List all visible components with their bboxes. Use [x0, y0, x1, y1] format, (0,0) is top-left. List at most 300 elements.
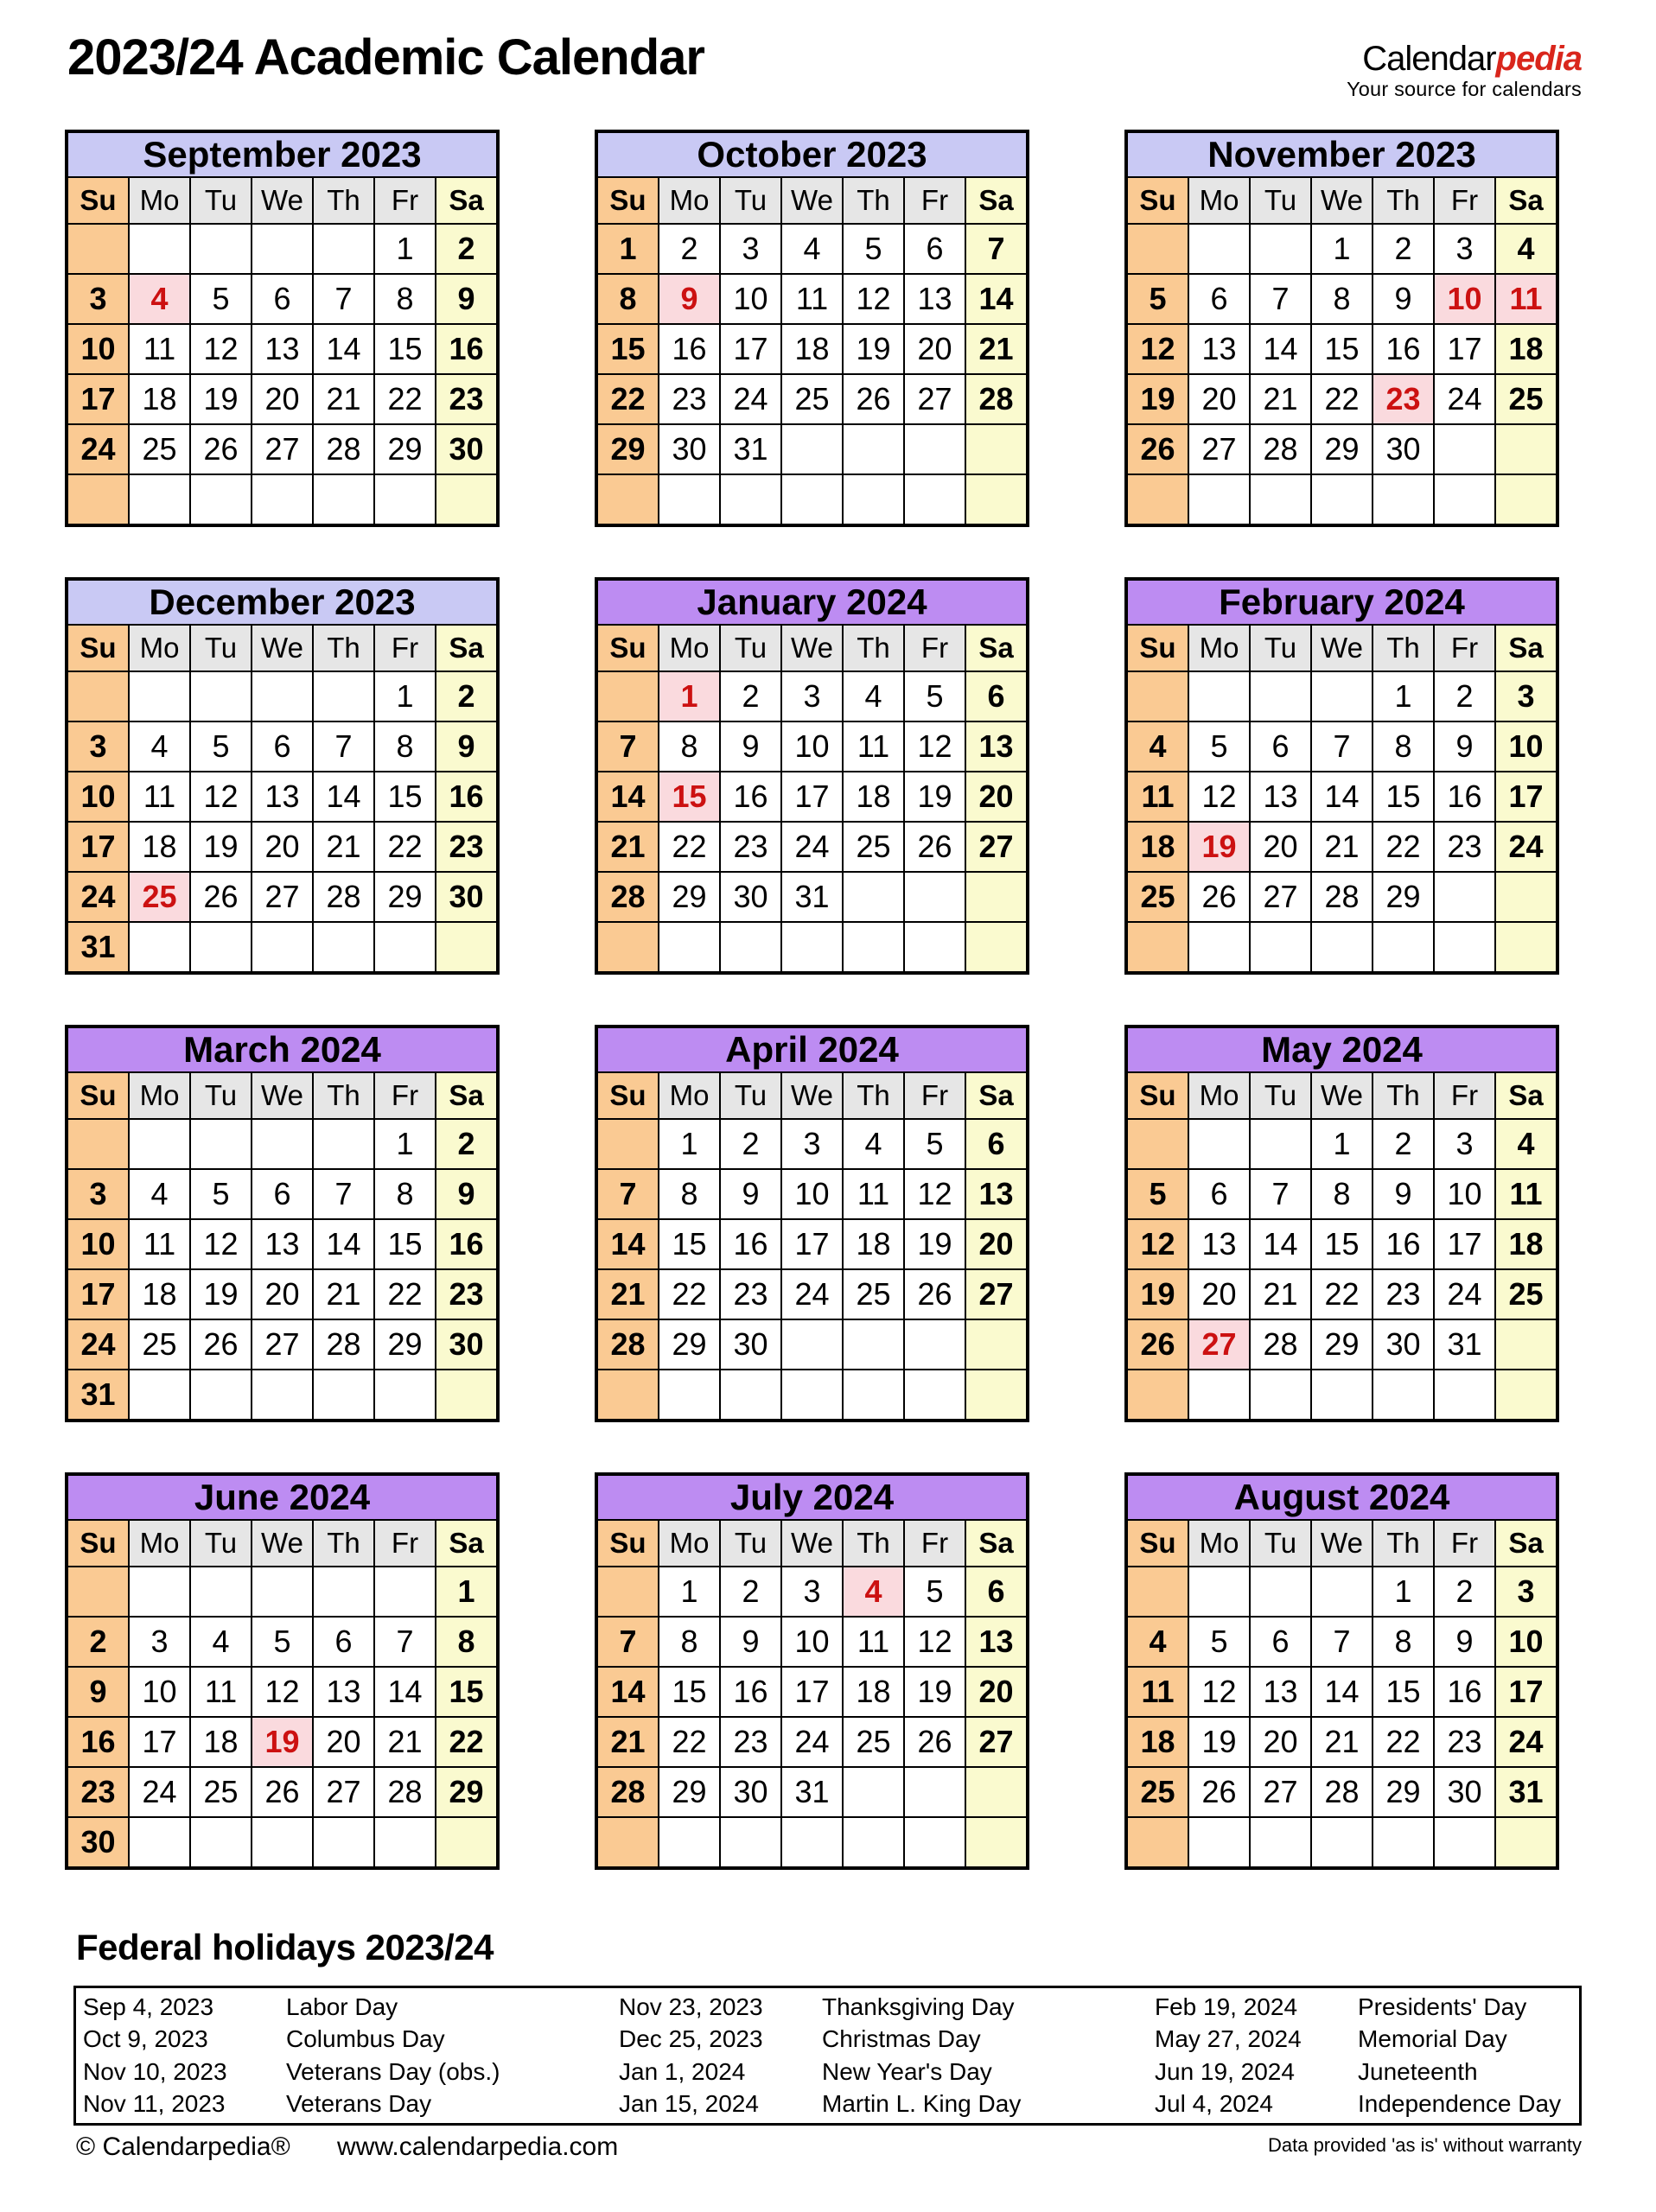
logo-tagline: Your source for calendars	[1347, 78, 1582, 100]
weekday-header-sa: Sa	[436, 178, 496, 223]
day-cell-empty	[1251, 672, 1310, 721]
day-cell-12: 12	[905, 1618, 965, 1666]
weekday-header-mo: Mo	[659, 1073, 719, 1118]
weekday-header-we: We	[1312, 1521, 1372, 1566]
day-cell-27: 27	[1251, 873, 1310, 921]
day-cell-empty	[1189, 1818, 1249, 1866]
day-cell-empty	[1496, 425, 1556, 474]
day-cell-16: 16	[721, 772, 780, 821]
day-cell-16: 16	[436, 1220, 496, 1268]
day-cell-empty	[314, 672, 373, 721]
day-cell-empty	[68, 475, 128, 524]
day-cell-empty	[1251, 475, 1310, 524]
day-cell-29: 29	[659, 873, 719, 921]
weekday-header-mo: Mo	[659, 626, 719, 671]
holiday-name: Juneteenth	[1358, 2057, 1478, 2085]
logo	[1347, 41, 1582, 100]
day-cell-5: 5	[844, 225, 903, 273]
weekday-header-su: Su	[598, 626, 658, 671]
logo-brand	[1347, 41, 1582, 76]
weekday-header-th: Th	[1373, 626, 1433, 671]
day-cell-29: 29	[659, 1320, 719, 1369]
day-cell-30: 30	[1373, 425, 1433, 474]
day-cell-2: 2	[721, 672, 780, 721]
weekday-header-th: Th	[844, 178, 903, 223]
holiday-date: May 27, 2024	[1155, 2025, 1302, 2053]
holiday-date: Jun 19, 2024	[1155, 2057, 1295, 2085]
day-cell-empty	[314, 225, 373, 273]
day-cell-empty	[1496, 1320, 1556, 1369]
day-cell-27: 27	[1189, 425, 1249, 474]
day-cell-empty	[252, 923, 312, 971]
day-cell-empty	[314, 475, 373, 524]
day-cell-17: 17	[68, 1270, 128, 1319]
weekday-header-tu: Tu	[721, 626, 780, 671]
day-cell-28: 28	[1312, 873, 1372, 921]
holiday-date: Jul 4, 2024	[1155, 2090, 1273, 2118]
day-cell-12: 12	[191, 772, 251, 821]
day-cell-17: 17	[1496, 772, 1556, 821]
day-cell-3: 3	[130, 1618, 189, 1666]
day-cell-29: 29	[598, 425, 658, 474]
day-cell-16: 16	[1373, 325, 1433, 373]
day-cell-empty	[1189, 672, 1249, 721]
day-cell-empty	[314, 1370, 373, 1419]
day-cell-1: 1	[1373, 672, 1433, 721]
day-cell-15: 15	[1312, 1220, 1372, 1268]
day-cell-empty	[844, 1818, 903, 1866]
day-cell-25: 25	[1496, 1270, 1556, 1319]
day-cell-empty	[252, 475, 312, 524]
day-cell-19: 19	[191, 1270, 251, 1319]
day-cell-8: 8	[659, 1618, 719, 1666]
day-cell-15: 15	[659, 772, 719, 821]
day-cell-21: 21	[598, 823, 658, 871]
day-cell-13: 13	[314, 1668, 373, 1716]
day-cell-19: 19	[905, 772, 965, 821]
day-cell-empty	[1312, 923, 1372, 971]
day-cell-23: 23	[1435, 1718, 1494, 1766]
day-cell-2: 2	[436, 1120, 496, 1168]
day-cell-empty	[844, 1370, 903, 1419]
day-cell-11: 11	[191, 1668, 251, 1716]
disclaimer-text: Data provided 'as is' without warranty	[1267, 2134, 1582, 2156]
month-title: September 2023	[68, 133, 496, 176]
weekday-header-we: We	[252, 1521, 312, 1566]
day-cell-17: 17	[68, 823, 128, 871]
weekday-header-mo: Mo	[1189, 1073, 1249, 1118]
day-cell-empty	[130, 923, 189, 971]
day-cell-11: 11	[130, 772, 189, 821]
day-cell-26: 26	[1128, 1320, 1188, 1369]
holiday-name: Veterans Day	[286, 2090, 432, 2118]
day-cell-6: 6	[314, 1618, 373, 1666]
day-cell-19: 19	[905, 1668, 965, 1716]
day-cell-5: 5	[1128, 275, 1188, 323]
day-cell-empty	[721, 1370, 780, 1419]
day-cell-15: 15	[375, 325, 435, 373]
day-cell-7: 7	[314, 1170, 373, 1218]
day-cell-1: 1	[659, 672, 719, 721]
day-cell-26: 26	[191, 1320, 251, 1369]
day-cell-12: 12	[905, 722, 965, 771]
month-june-2024	[65, 1472, 500, 1870]
day-cell-5: 5	[905, 1567, 965, 1616]
day-cell-7: 7	[1251, 1170, 1310, 1218]
day-cell-12: 12	[905, 1170, 965, 1218]
day-cell-empty	[130, 225, 189, 273]
day-cell-empty	[191, 475, 251, 524]
weekday-header-su: Su	[598, 1073, 658, 1118]
day-cell-22: 22	[436, 1718, 496, 1766]
day-cell-23: 23	[1435, 823, 1494, 871]
day-cell-12: 12	[191, 325, 251, 373]
day-cell-19: 19	[1128, 375, 1188, 423]
day-cell-29: 29	[1312, 425, 1372, 474]
day-cell-9: 9	[436, 722, 496, 771]
day-cell-9: 9	[659, 275, 719, 323]
day-cell-empty	[191, 225, 251, 273]
day-cell-2: 2	[1373, 1120, 1433, 1168]
day-cell-20: 20	[252, 823, 312, 871]
day-cell-empty	[1373, 1818, 1433, 1866]
day-cell-29: 29	[375, 873, 435, 921]
day-cell-empty	[1128, 1370, 1188, 1419]
day-cell-18: 18	[1496, 1220, 1556, 1268]
day-cell-empty	[191, 1818, 251, 1866]
day-cell-27: 27	[966, 1270, 1026, 1319]
day-cell-23: 23	[68, 1768, 128, 1816]
day-cell-13: 13	[966, 722, 1026, 771]
day-cell-empty	[1251, 1818, 1310, 1866]
day-cell-empty	[1251, 225, 1310, 273]
day-cell-29: 29	[1312, 1320, 1372, 1369]
day-cell-empty	[436, 923, 496, 971]
day-cell-empty	[191, 1370, 251, 1419]
day-cell-empty	[966, 923, 1026, 971]
day-cell-24: 24	[782, 1270, 842, 1319]
day-cell-5: 5	[1128, 1170, 1188, 1218]
day-cell-17: 17	[721, 325, 780, 373]
day-cell-21: 21	[966, 325, 1026, 373]
day-cell-15: 15	[659, 1668, 719, 1716]
day-cell-20: 20	[905, 325, 965, 373]
weekday-header-th: Th	[1373, 178, 1433, 223]
day-cell-22: 22	[375, 375, 435, 423]
day-cell-empty	[191, 1120, 251, 1168]
day-cell-empty	[782, 1818, 842, 1866]
day-cell-empty	[252, 1370, 312, 1419]
day-cell-3: 3	[68, 1170, 128, 1218]
day-cell-empty	[844, 873, 903, 921]
day-cell-9: 9	[1373, 1170, 1433, 1218]
holiday-date: Sep 4, 2023	[83, 1993, 214, 2020]
weekday-header-we: We	[782, 178, 842, 223]
day-cell-empty	[844, 923, 903, 971]
day-cell-8: 8	[375, 275, 435, 323]
day-cell-21: 21	[314, 823, 373, 871]
day-cell-empty	[966, 1818, 1026, 1866]
day-cell-empty	[1435, 1370, 1494, 1419]
day-cell-empty	[130, 475, 189, 524]
day-cell-29: 29	[375, 425, 435, 474]
day-cell-8: 8	[1373, 1618, 1433, 1666]
day-cell-empty	[598, 923, 658, 971]
day-cell-9: 9	[721, 722, 780, 771]
day-cell-7: 7	[314, 275, 373, 323]
month-title: February 2024	[1128, 581, 1556, 624]
day-cell-empty	[782, 475, 842, 524]
day-cell-12: 12	[191, 1220, 251, 1268]
day-cell-3: 3	[782, 1567, 842, 1616]
day-cell-11: 11	[1496, 1170, 1556, 1218]
day-cell-3: 3	[782, 672, 842, 721]
day-cell-4: 4	[130, 275, 189, 323]
day-cell-empty	[966, 1320, 1026, 1369]
weekday-header-su: Su	[1128, 1521, 1188, 1566]
day-cell-1: 1	[1312, 225, 1372, 273]
day-cell-19: 19	[191, 823, 251, 871]
day-cell-empty	[1435, 1818, 1494, 1866]
day-cell-7: 7	[1312, 1618, 1372, 1666]
day-cell-13: 13	[1189, 1220, 1249, 1268]
day-cell-12: 12	[252, 1668, 312, 1716]
weekday-header-mo: Mo	[1189, 178, 1249, 223]
day-cell-18: 18	[1496, 325, 1556, 373]
holiday-date: Nov 11, 2023	[83, 2090, 226, 2118]
holiday-name: Veterans Day (obs.)	[286, 2057, 500, 2085]
day-cell-26: 26	[191, 873, 251, 921]
day-cell-4: 4	[191, 1618, 251, 1666]
weekday-header-su: Su	[598, 178, 658, 223]
weekday-header-fr: Fr	[905, 178, 965, 223]
day-cell-empty	[721, 923, 780, 971]
weekday-header-mo: Mo	[130, 626, 189, 671]
day-cell-20: 20	[966, 1220, 1026, 1268]
weekday-header-tu: Tu	[721, 178, 780, 223]
holiday-name: Memorial Day	[1358, 2025, 1507, 2053]
month-title: July 2024	[598, 1476, 1026, 1519]
day-cell-2: 2	[436, 225, 496, 273]
day-cell-empty	[1189, 475, 1249, 524]
day-cell-empty	[905, 1768, 965, 1816]
weekday-header-th: Th	[844, 1073, 903, 1118]
holiday-name: Christmas Day	[822, 2025, 981, 2053]
day-cell-17: 17	[1435, 1220, 1494, 1268]
month-march-2024	[65, 1025, 500, 1422]
weekday-header-th: Th	[314, 626, 373, 671]
day-cell-6: 6	[905, 225, 965, 273]
day-cell-empty	[905, 1370, 965, 1419]
day-cell-16: 16	[659, 325, 719, 373]
day-cell-14: 14	[598, 1220, 658, 1268]
day-cell-19: 19	[191, 375, 251, 423]
weekday-header-fr: Fr	[1435, 178, 1494, 223]
weekday-header-fr: Fr	[1435, 626, 1494, 671]
day-cell-2: 2	[436, 672, 496, 721]
holiday-name: Martin L. King Day	[822, 2090, 1022, 2118]
day-cell-27: 27	[966, 823, 1026, 871]
weekday-header-sa: Sa	[1496, 626, 1556, 671]
month-title: December 2023	[68, 581, 496, 624]
day-cell-4: 4	[782, 225, 842, 273]
day-cell-12: 12	[1189, 1668, 1249, 1716]
day-cell-28: 28	[314, 1320, 373, 1369]
day-cell-3: 3	[1435, 1120, 1494, 1168]
day-cell-9: 9	[1435, 722, 1494, 771]
day-cell-2: 2	[1435, 1567, 1494, 1616]
day-cell-14: 14	[314, 1220, 373, 1268]
holiday-name: Independence Day	[1358, 2090, 1562, 2118]
day-cell-19: 19	[844, 325, 903, 373]
weekday-header-th: Th	[314, 1521, 373, 1566]
day-cell-9: 9	[721, 1618, 780, 1666]
day-cell-27: 27	[252, 1320, 312, 1369]
day-cell-empty	[905, 923, 965, 971]
day-cell-19: 19	[252, 1718, 312, 1766]
weekday-header-fr: Fr	[905, 1521, 965, 1566]
day-cell-empty	[905, 1320, 965, 1369]
day-cell-empty	[844, 475, 903, 524]
day-cell-empty	[314, 1567, 373, 1616]
day-cell-10: 10	[782, 1170, 842, 1218]
day-cell-17: 17	[68, 375, 128, 423]
day-cell-1: 1	[436, 1567, 496, 1616]
day-cell-9: 9	[436, 275, 496, 323]
day-cell-empty	[1312, 672, 1372, 721]
day-cell-14: 14	[314, 325, 373, 373]
day-cell-13: 13	[252, 1220, 312, 1268]
day-cell-21: 21	[1312, 823, 1372, 871]
day-cell-empty	[598, 672, 658, 721]
day-cell-empty	[1128, 1120, 1188, 1168]
day-cell-22: 22	[375, 1270, 435, 1319]
day-cell-31: 31	[721, 425, 780, 474]
day-cell-empty	[966, 475, 1026, 524]
day-cell-empty	[1373, 923, 1433, 971]
month-title: January 2024	[598, 581, 1026, 624]
day-cell-29: 29	[1373, 873, 1433, 921]
weekday-header-fr: Fr	[375, 626, 435, 671]
day-cell-5: 5	[905, 1120, 965, 1168]
day-cell-27: 27	[966, 1718, 1026, 1766]
weekday-header-sa: Sa	[1496, 1521, 1556, 1566]
day-cell-23: 23	[1373, 375, 1433, 423]
month-title: June 2024	[68, 1476, 496, 1519]
day-cell-empty	[130, 1370, 189, 1419]
weekday-header-fr: Fr	[905, 626, 965, 671]
day-cell-empty	[1128, 225, 1188, 273]
day-cell-23: 23	[1373, 1270, 1433, 1319]
day-cell-30: 30	[721, 1768, 780, 1816]
day-cell-10: 10	[721, 275, 780, 323]
day-cell-17: 17	[782, 1668, 842, 1716]
weekday-header-we: We	[252, 626, 312, 671]
day-cell-10: 10	[68, 325, 128, 373]
day-cell-9: 9	[721, 1170, 780, 1218]
day-cell-28: 28	[598, 1768, 658, 1816]
day-cell-empty	[252, 672, 312, 721]
day-cell-8: 8	[1312, 1170, 1372, 1218]
website-text: www.calendarpedia.com	[337, 2133, 619, 2161]
day-cell-empty	[659, 475, 719, 524]
day-cell-empty	[1128, 475, 1188, 524]
weekday-header-mo: Mo	[1189, 626, 1249, 671]
day-cell-empty	[68, 1120, 128, 1168]
day-cell-20: 20	[252, 1270, 312, 1319]
day-cell-8: 8	[659, 722, 719, 771]
weekday-header-sa: Sa	[966, 1521, 1026, 1566]
months-grid	[65, 130, 1559, 1870]
day-cell-3: 3	[782, 1120, 842, 1168]
day-cell-empty	[721, 1818, 780, 1866]
day-cell-1: 1	[375, 672, 435, 721]
day-cell-25: 25	[782, 375, 842, 423]
day-cell-13: 13	[966, 1618, 1026, 1666]
day-cell-empty	[375, 1567, 435, 1616]
day-cell-6: 6	[966, 672, 1026, 721]
day-cell-empty	[782, 1370, 842, 1419]
day-cell-empty	[1312, 475, 1372, 524]
day-cell-30: 30	[436, 425, 496, 474]
weekday-header-sa: Sa	[966, 626, 1026, 671]
day-cell-14: 14	[598, 1668, 658, 1716]
month-december-2023	[65, 577, 500, 975]
day-cell-empty	[905, 475, 965, 524]
day-cell-empty	[1251, 1120, 1310, 1168]
day-cell-21: 21	[314, 375, 373, 423]
day-cell-31: 31	[1496, 1768, 1556, 1816]
day-cell-empty	[1251, 923, 1310, 971]
day-cell-empty	[1189, 225, 1249, 273]
weekday-header-we: We	[1312, 178, 1372, 223]
day-cell-11: 11	[130, 325, 189, 373]
day-cell-1: 1	[659, 1567, 719, 1616]
day-cell-empty	[68, 672, 128, 721]
day-cell-15: 15	[436, 1668, 496, 1716]
day-cell-26: 26	[191, 425, 251, 474]
day-cell-22: 22	[375, 823, 435, 871]
weekday-header-sa: Sa	[966, 1073, 1026, 1118]
weekday-header-fr: Fr	[905, 1073, 965, 1118]
day-cell-2: 2	[68, 1618, 128, 1666]
day-cell-7: 7	[314, 722, 373, 771]
day-cell-26: 26	[252, 1768, 312, 1816]
day-cell-28: 28	[1312, 1768, 1372, 1816]
holiday-date: Jan 1, 2024	[619, 2057, 746, 2085]
day-cell-25: 25	[1128, 873, 1188, 921]
day-cell-21: 21	[1251, 375, 1310, 423]
month-title: November 2023	[1128, 133, 1556, 176]
holiday-date: Nov 10, 2023	[83, 2057, 227, 2085]
weekday-header-mo: Mo	[130, 1521, 189, 1566]
day-cell-empty	[966, 1370, 1026, 1419]
day-cell-20: 20	[1251, 1718, 1310, 1766]
day-cell-1: 1	[375, 1120, 435, 1168]
weekday-header-fr: Fr	[375, 1521, 435, 1566]
day-cell-18: 18	[844, 1220, 903, 1268]
day-cell-empty	[252, 1567, 312, 1616]
day-cell-12: 12	[1128, 325, 1188, 373]
day-cell-30: 30	[436, 1320, 496, 1369]
weekday-header-su: Su	[1128, 1073, 1188, 1118]
day-cell-28: 28	[1251, 1320, 1310, 1369]
day-cell-empty	[1496, 1818, 1556, 1866]
day-cell-8: 8	[436, 1618, 496, 1666]
day-cell-16: 16	[1435, 772, 1494, 821]
holiday-name: New Year's Day	[822, 2057, 992, 2085]
day-cell-empty	[130, 1120, 189, 1168]
